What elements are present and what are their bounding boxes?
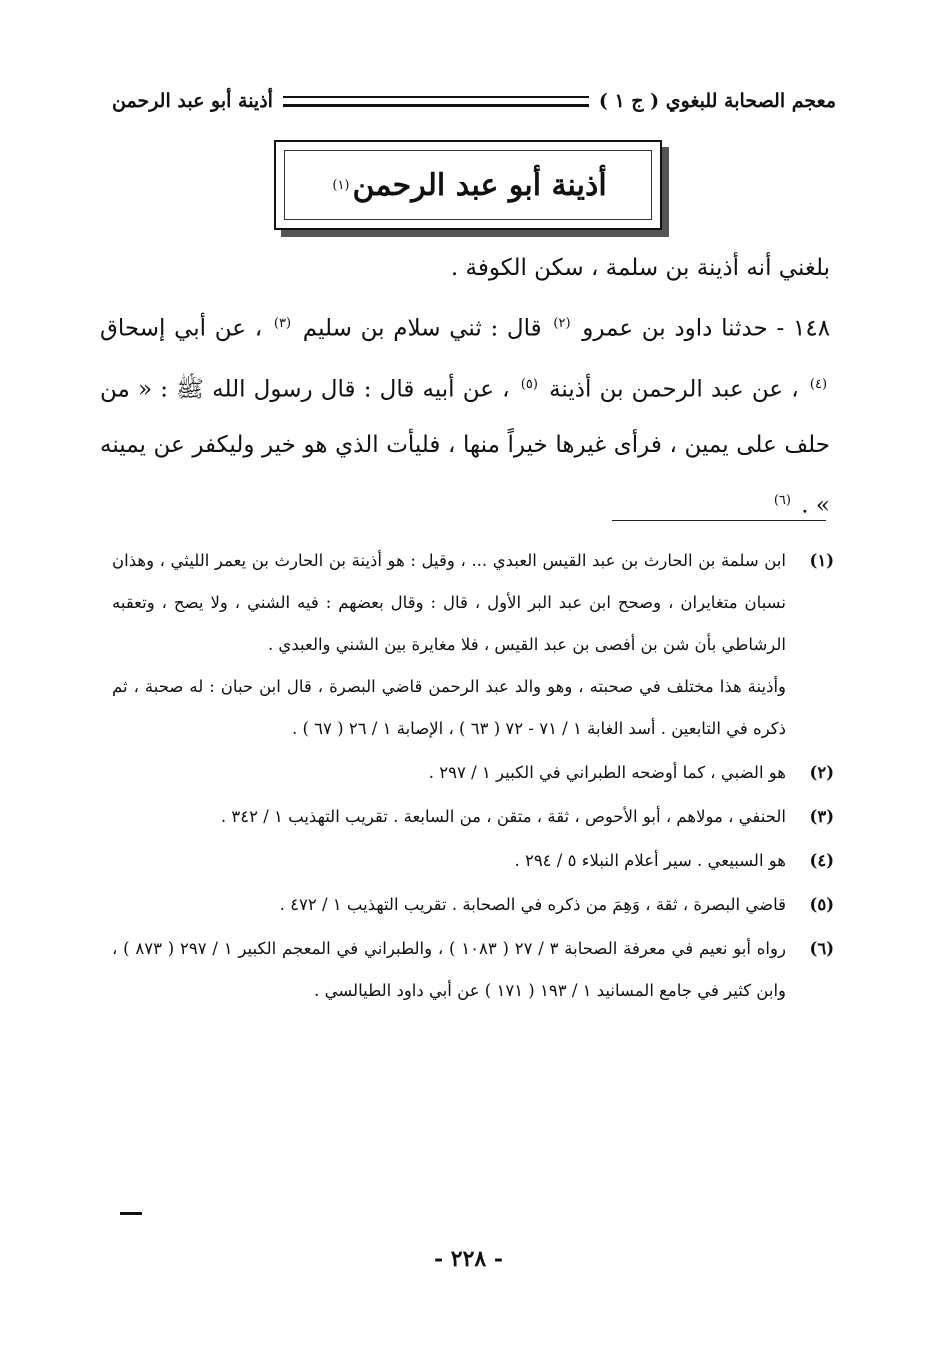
footnote-4 [112,840,834,882]
intro-paragraph: بلغني أنه أذينة بن سلمة ، سكن الكوفة . [450,255,830,281]
footnote-text [112,796,786,838]
footnote-paragraph: هو الضبي ، كما أوضحه الطبراني في الكبير ١ / ٢٩٧ . [428,763,786,782]
hadith-part-1: ١٤٨ - حدثنا داود بن عمرو [582,315,831,342]
footnote-number: (٤) [809,851,834,870]
footnote-number: (٥) [809,895,834,914]
footnote-number: (٢) [809,763,834,782]
hadith-part-3: ، عن أبي إسحاق [100,315,263,342]
entry-title-frame [284,150,652,220]
footnote-1 [112,540,834,750]
title-footnote-ref: (١) [332,177,350,193]
hadith-part-4: ، عن عبد الرحمن بن أذينة [549,376,799,403]
footnote-text [112,928,786,1012]
footnote-ref-6: (٦) [773,493,791,509]
footnote-text [112,752,786,794]
footnote-ref-3: (٣) [273,316,292,331]
footnote-paragraph: ابن سلمة بن الحارث بن عبد القيس العبدي ... ، وقيل : هو أذينة بن الحارث بن يعمر الليثي ، وهذان نسبان متغايران ، وصحح ابن عبد البر الأول ، قال : وقال بعضهم : فيه الشني ، ولا يصح ، وتعقبه الرشاطي بأن شن بن أفصى بن عبد القيس ، فلا مغايرة بين الشني والعبدي . [112,551,786,654]
hadith-part-2: قال : ثني سلام بن سليم [302,315,542,342]
footnote-text [112,884,786,926]
footnote-number: (٦) [809,939,834,958]
footnote-number: (٣) [809,807,834,826]
footnote-paragraph: قاضي البصرة ، ثقة ، وَهِمَ من ذكره في الصحابة . تقريب التهذيب ١ / ٤٧٢ . [279,895,786,914]
footnote-5 [112,884,834,926]
footnote-paragraph: الحنفي ، مولاهم ، أبو الأحوص ، ثقة ، متقن ، من السابعة . تقريب التهذيب ١ / ٣٤٢ . [220,807,786,826]
footnote-paragraph: هو السبيعي . سير أعلام النبلاء ٥ / ٢٩٤ . [514,851,786,870]
end-dash-mark [120,1212,142,1215]
page-number: - ٢٢٨ - [433,1246,504,1272]
main-text [100,240,830,534]
footnotes [112,540,834,1014]
footnote-separator [612,520,826,521]
entry-title-box [274,140,662,230]
hadith-paragraph [100,296,830,534]
footnote-paragraph: رواه أبو نعيم في معرفة الصحابة ٣ / ٢٧ ( ١٠٨٣ ) ، والطبراني في المعجم الكبير ١ / ٢٩٧ ( ٨٧٣ ) ، وابن كثير في جامع المسانيد ١ / ١٩٣ ( ١٧١ ) عن أبي داود الطيالسي . [112,939,786,1000]
header-rule [283,96,589,107]
footnote-6 [112,928,834,1012]
header-book-title: معجم الصحابة للبغوي ( ج ١ ) [598,90,836,112]
footnote-number: (١) [809,551,834,570]
footnote-paragraph: وأذينة هذا مختلف في صحبته ، وهو والد عبد الرحمن قاضي البصرة ، قال ابن حبان : له صحبة ، ثم ذكره في التابعين . أسد الغابة ١ / ٧١ - ٧٢ ( ٦٣ ) ، الإصابة ١ / ٢٦ ( ٦٧ ) . [112,677,787,738]
footnote-3 [112,796,834,838]
entry-title: أذينة أبو عبد الرحمن [352,167,607,203]
footnote-ref-5: (٥) [520,376,538,392]
running-header [112,84,836,118]
footnote-text [112,840,786,882]
footnote-text [112,540,786,750]
footnote-ref-4: (٤) [809,376,828,392]
footnote-2 [112,752,834,794]
hadith-part-5: ، عن أبيه قال : قال رسول الله ﷺ : « من حلف على يمين ، فرأى غيرها خيراً منها ، فليأت الذي هو خير وليكفر عن يمينه » . [100,376,830,519]
header-entry-title: أذينة أبو عبد الرحمن [112,90,273,112]
footnote-ref-2: (٢) [553,316,571,331]
